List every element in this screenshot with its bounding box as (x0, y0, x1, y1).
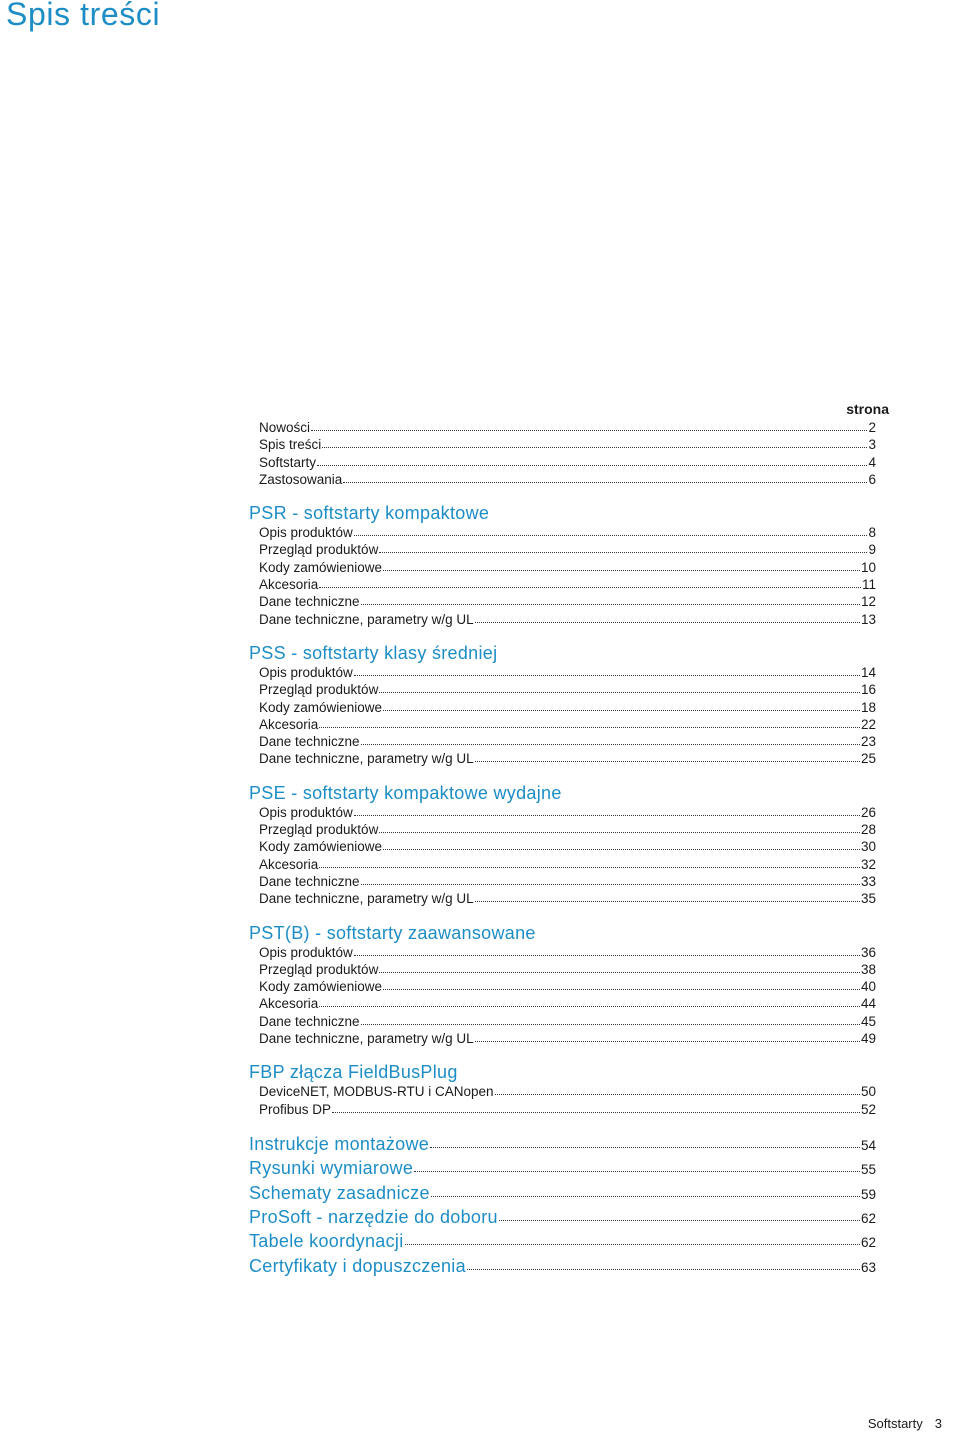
toc-entry-page: 22 (860, 716, 876, 732)
intro-list (249, 419, 889, 488)
toc-entry[interactable] (249, 1101, 876, 1118)
dot-leader (475, 1031, 860, 1043)
toc-entry-page: 9 (868, 542, 876, 558)
toc-entry-page: 49 (860, 1031, 876, 1047)
toc-entry-page: 50 (860, 1084, 876, 1100)
dot-leader (319, 996, 860, 1008)
toc-section-pse (249, 782, 889, 908)
toc-entry[interactable] (249, 978, 876, 995)
toc-entry-page: 36 (860, 944, 876, 960)
toc-entry-label: Opis produktów (259, 944, 353, 960)
toc-entry-label: Dane techniczne, parametry w/g UL (259, 611, 474, 627)
toc-entry[interactable] (249, 995, 876, 1012)
dot-leader (467, 1258, 860, 1272)
dot-leader (311, 420, 867, 432)
dot-leader (405, 1233, 860, 1247)
toc-entry-label: Opis produktów (259, 525, 353, 541)
toc-entry-label: Przegląd produktów (259, 682, 379, 698)
toc-entry[interactable] (249, 419, 876, 436)
main-toc-entry[interactable] (249, 1132, 876, 1156)
toc-entry-page: 6 (868, 471, 876, 487)
dot-leader (379, 682, 860, 694)
toc-entry-page: 8 (868, 525, 876, 541)
toc-entry-label: Dane techniczne (259, 873, 360, 889)
toc-entry-label: Dane techniczne (259, 1013, 360, 1029)
toc-entry-label: Akcesoria (259, 996, 319, 1012)
toc-entry[interactable] (249, 716, 876, 733)
toc-entry[interactable] (249, 559, 876, 576)
section-heading[interactable]: PSE - softstarty kompaktowe wydajne (249, 782, 562, 803)
toc-section-fbp (249, 1061, 889, 1118)
section-heading[interactable]: FBP złącza FieldBusPlug (249, 1062, 458, 1083)
toc-entry-page: 30 (860, 839, 876, 855)
footer-section-name: Softstarty (867, 1416, 923, 1431)
toc-entry-label: Kody zamówieniowe (259, 559, 383, 575)
toc-entry-page: 40 (860, 979, 876, 995)
toc-entry[interactable] (249, 961, 876, 978)
main-toc-entry-page: 54 (860, 1137, 876, 1153)
dot-leader (430, 1136, 860, 1150)
toc-entry-page: 12 (860, 594, 876, 610)
dot-leader (332, 1102, 860, 1114)
toc-entry[interactable] (249, 838, 876, 855)
main-toc-entry-page: 62 (860, 1211, 876, 1227)
dot-leader (475, 612, 860, 624)
toc-entry[interactable] (249, 890, 876, 907)
main-toc-entry-label: Rysunki wymiarowe (249, 1158, 414, 1179)
toc-entry[interactable] (249, 821, 876, 838)
main-toc-entry-page: 55 (860, 1162, 876, 1178)
toc-entry-page: 38 (860, 961, 876, 977)
dot-leader (379, 542, 867, 554)
toc-entry-page: 28 (860, 822, 876, 838)
dot-leader (379, 822, 860, 834)
main-toc-entry[interactable] (249, 1156, 876, 1180)
main-toc-entry-page: 62 (860, 1235, 876, 1251)
toc-entry[interactable] (249, 873, 876, 890)
dot-leader (361, 594, 860, 606)
dot-leader (383, 560, 860, 572)
toc-entry[interactable] (249, 541, 876, 558)
main-toc-entry-label: Tabele koordynacji (249, 1231, 404, 1252)
page-column-header: strona (846, 401, 889, 417)
dot-leader (361, 1014, 860, 1026)
toc-entry-page: 25 (860, 751, 876, 767)
main-toc-entry[interactable] (249, 1181, 876, 1205)
page-title: Spis treści (6, 0, 161, 32)
toc-entry-label: Softstarty (259, 454, 317, 470)
toc-entry-page: 26 (860, 804, 876, 820)
dot-leader (319, 857, 860, 869)
toc-entry-label: Zastosowania (259, 471, 343, 487)
toc-entry-page: 44 (860, 996, 876, 1012)
toc-entry-page: 11 (861, 577, 876, 593)
toc-entry-label: Opis produktów (259, 664, 353, 680)
toc-section-pstb (249, 922, 889, 1048)
toc-entry-label: Przegląd produktów (259, 822, 379, 838)
toc-entry-page: 3 (868, 437, 876, 453)
footer-page-number: 3 (934, 1416, 942, 1431)
toc-entry-page: 13 (860, 611, 876, 627)
toc-entry[interactable] (249, 699, 876, 716)
main-toc-entry[interactable] (249, 1205, 876, 1229)
toc-entry-page: 35 (860, 891, 876, 907)
main-entries (249, 1132, 889, 1278)
toc-entry[interactable] (249, 1013, 876, 1030)
dot-leader (322, 437, 867, 449)
toc-entry[interactable] (249, 856, 876, 873)
section-heading[interactable]: PSR - softstarty kompaktowe (249, 503, 490, 524)
dot-leader (499, 1209, 860, 1223)
toc-section-psr (249, 502, 889, 628)
section-heading[interactable]: PST(B) - softstarty zaawansowane (249, 922, 536, 943)
toc-entry-label: Dane techniczne (259, 734, 360, 750)
dot-leader (414, 1160, 860, 1174)
toc-entry[interactable] (249, 436, 876, 453)
main-toc-entry-page: 63 (860, 1259, 876, 1275)
main-toc-entry[interactable] (249, 1254, 876, 1278)
toc-entry-label: Przegląd produktów (259, 542, 379, 558)
toc-entry[interactable] (249, 454, 876, 471)
toc-entry-page: 33 (860, 873, 876, 889)
toc-entry-page: 14 (860, 664, 876, 680)
toc-entry[interactable] (249, 1030, 876, 1047)
toc-entry[interactable] (249, 471, 876, 488)
toc-entry-label: Spis treści (259, 437, 322, 453)
main-toc-entry-label: Certyfikaty i dopuszczenia (249, 1255, 466, 1276)
toc-entry-page: 18 (860, 699, 876, 715)
dot-leader (319, 577, 861, 589)
toc-entry-label: Dane techniczne, parametry w/g UL (259, 1031, 474, 1047)
toc-entry-page: 45 (860, 1013, 876, 1029)
dot-leader (431, 1185, 860, 1199)
main-toc-entry-label: Instrukcje montażowe (249, 1133, 430, 1154)
toc-entry-label: Akcesoria (259, 716, 319, 732)
dot-leader (354, 525, 868, 537)
toc-entry-label: Nowości (259, 420, 311, 435)
toc-entry-page: 52 (860, 1101, 876, 1117)
toc-entry[interactable] (249, 750, 876, 767)
toc-entry-page: 10 (860, 559, 876, 575)
toc-entry-page: 32 (860, 856, 876, 872)
dot-leader (343, 472, 867, 484)
dot-leader (475, 891, 860, 903)
dot-leader (354, 945, 860, 957)
toc-entry[interactable] (249, 733, 876, 750)
section-heading[interactable]: PSS - softstarty klasy średniej (249, 642, 498, 663)
toc-entry-page: 2 (868, 420, 876, 435)
dot-leader (317, 455, 867, 467)
toc-entry-label: DeviceNET, MODBUS-RTU i CANopen (259, 1084, 494, 1100)
dot-leader (379, 962, 860, 974)
toc-entry[interactable] (249, 576, 876, 593)
dot-leader (354, 665, 860, 677)
toc-entry-label: Akcesoria (259, 856, 319, 872)
toc-entry-label: Kody zamówieniowe (259, 699, 383, 715)
page-footer (868, 1416, 942, 1431)
toc-entry-page: 16 (860, 682, 876, 698)
toc-entry[interactable] (249, 944, 876, 961)
main-toc-entry-label: ProSoft - narzędzie do doboru (249, 1207, 498, 1228)
dot-leader (383, 979, 860, 991)
toc-entry-label: Profibus DP (259, 1101, 332, 1117)
toc-entry-label: Kody zamówieniowe (259, 979, 383, 995)
dot-leader (361, 874, 860, 886)
toc-entry-label: Opis produktów (259, 804, 353, 820)
toc-entry-page: 23 (860, 734, 876, 750)
toc-entry[interactable] (249, 611, 876, 628)
toc-entry-label: Przegląd produktów (259, 961, 379, 977)
toc-entry[interactable] (249, 664, 876, 681)
main-toc-entry-label: Schematy zasadnicze (249, 1182, 430, 1203)
toc-entry[interactable] (249, 524, 876, 541)
toc-entry[interactable] (249, 804, 876, 821)
toc-entry-label: Dane techniczne, parametry w/g UL (259, 891, 474, 907)
toc-entry-label: Dane techniczne (259, 594, 360, 610)
toc-entry[interactable] (249, 1083, 876, 1100)
dot-leader (475, 751, 860, 763)
dot-leader (319, 717, 860, 729)
dot-leader (383, 700, 860, 712)
dot-leader (495, 1084, 860, 1096)
table-of-contents (249, 399, 889, 1278)
dot-leader (361, 734, 860, 746)
toc-entry-label: Akcesoria (259, 577, 319, 593)
main-toc-entry-page: 59 (860, 1186, 876, 1202)
toc-entry-label: Kody zamówieniowe (259, 839, 383, 855)
main-toc-entry[interactable] (249, 1229, 876, 1253)
toc-entry[interactable] (249, 593, 876, 610)
toc-entry-label: Dane techniczne, parametry w/g UL (259, 751, 474, 767)
dot-leader (354, 805, 860, 817)
dot-leader (383, 839, 860, 851)
toc-entry-page: 4 (868, 454, 876, 470)
toc-section-pss (249, 642, 889, 768)
toc-entry[interactable] (249, 681, 876, 698)
